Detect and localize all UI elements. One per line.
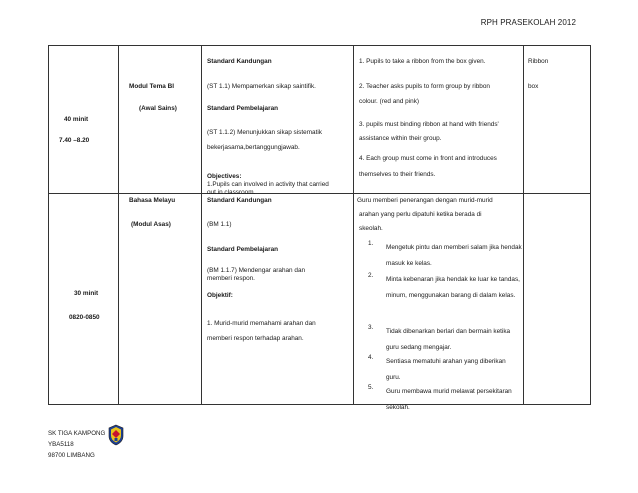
list-item-number: 2. <box>368 272 374 279</box>
module-title: Bahasa Melayu <box>129 197 176 204</box>
activity-line: themselves to their friends. <box>359 171 436 178</box>
list-item-number: 4. <box>368 354 374 361</box>
material-item: box <box>528 83 539 90</box>
objectives-text: 1. Murid-murid memahami arahan dan <box>207 320 316 327</box>
module-subtitle: (Awal Sains) <box>139 105 177 112</box>
list-item <box>354 354 522 386</box>
objectives-text: memberi respon terhadap arahan. <box>207 335 304 342</box>
list-item <box>354 324 522 356</box>
activity-line: Guru memberi penerangan dengan murid-murid <box>357 197 493 204</box>
time-range-text: 0820-0850 <box>69 314 100 321</box>
objectives-text: 1.Pupils can involved in activity that carried <box>207 181 329 188</box>
module-cell <box>119 46 202 194</box>
page-header-title: RPH PRASEKOLAH 2012 <box>480 18 576 27</box>
standard-kandungan-label: Standard Kandungan <box>207 197 272 204</box>
activity-line: arahan yang perlu dipatuhi ketika berada di <box>359 211 482 218</box>
standard-kandungan-label: Standard Kandungan <box>207 58 272 65</box>
school-postcode: 98700 LIMBANG <box>48 452 95 459</box>
school-crest-icon <box>108 424 124 446</box>
list-item-text: Mengetuk pintu dan memberi salam jika hendak masuk ke kelas. <box>386 244 522 267</box>
list-item-text: Sentiasa mematuhi arahan yang diberikan guru. <box>386 358 506 381</box>
standard-pembelajaran-label: Standard Pembelajaran <box>207 105 279 112</box>
school-code: YBA5118 <box>48 441 74 448</box>
list-item-text: Guru membawa murid melawat persekitaran sekolah. <box>386 388 512 411</box>
activity-line: skeolah. <box>359 225 383 232</box>
school-name: SK TIGA KAMPONG <box>48 430 106 437</box>
time-cell <box>49 46 119 194</box>
standard-pembelajaran-text: memberi respon. <box>207 275 255 282</box>
table-row <box>49 46 591 194</box>
list-item-text: Minta kebenaran jika hendak ke luar ke tandas, minum, menggunakan barang di dalam kelas. <box>386 276 520 299</box>
list-item <box>354 240 522 272</box>
objectives-label: Objectives: <box>207 173 242 180</box>
activities-cell <box>354 194 524 411</box>
objectives-text: out in classroom. <box>207 189 256 196</box>
materials-cell <box>524 46 591 194</box>
school-address <box>48 428 105 461</box>
standards-cell <box>202 194 354 405</box>
module-subtitle: (Modul Asas) <box>131 221 171 228</box>
standards-cell <box>202 46 354 194</box>
materials-cell <box>524 194 591 405</box>
standard-kandungan-text: (BM 1.1) <box>207 221 232 228</box>
time-range-text: 7.40 –8.20 <box>59 137 90 144</box>
list-item-number: 3. <box>368 324 374 331</box>
time-cell <box>49 194 119 405</box>
duration-text: 30 minit <box>74 290 99 297</box>
lesson-plan-table <box>48 45 591 411</box>
standard-kandungan-text: (ST 1.1) Mempamerkan sikap saintifik. <box>207 83 316 90</box>
list-item-text: Tidak dibenarkan berlari dan bermain ketika guru sedang mengajar. <box>386 328 511 351</box>
material-item: Ribbon <box>528 58 549 65</box>
activity-line: 4. Each group must come in front and introduces <box>359 155 497 162</box>
module-cell <box>119 194 202 405</box>
list-item-number: 1. <box>368 240 374 247</box>
list-item-number: 5. <box>368 384 374 391</box>
activity-line: colour. (red and pink) <box>359 98 420 105</box>
activity-line: assistance within their group. <box>359 135 442 142</box>
duration-text: 40 minit <box>64 116 89 123</box>
activity-line: 1. Pupils to take a ribbon from the box given. <box>359 58 486 65</box>
module-title: Modul Tema BI <box>129 83 174 90</box>
activity-line: 3. pupils must binding ribbon at hand with friends' <box>359 121 499 128</box>
table-row <box>49 194 591 405</box>
standard-pembelajaran-label: Standard Pembelajaran <box>207 246 279 253</box>
list-item <box>354 272 522 304</box>
standard-pembelajaran-text: (ST 1.1.2) Menunjukkan sikap sistematik <box>207 129 322 136</box>
standard-pembelajaran-text: (BM 1.1.7) Mendengar arahan dan <box>207 267 306 274</box>
activity-line: 2. Teacher asks pupils to form group by ribbon <box>359 83 490 90</box>
standard-pembelajaran-text: bekerjasama,bertanggungjawab. <box>207 144 300 151</box>
objectives-label: Objektif: <box>207 292 233 299</box>
list-item <box>354 384 522 416</box>
activities-cell <box>354 46 524 194</box>
